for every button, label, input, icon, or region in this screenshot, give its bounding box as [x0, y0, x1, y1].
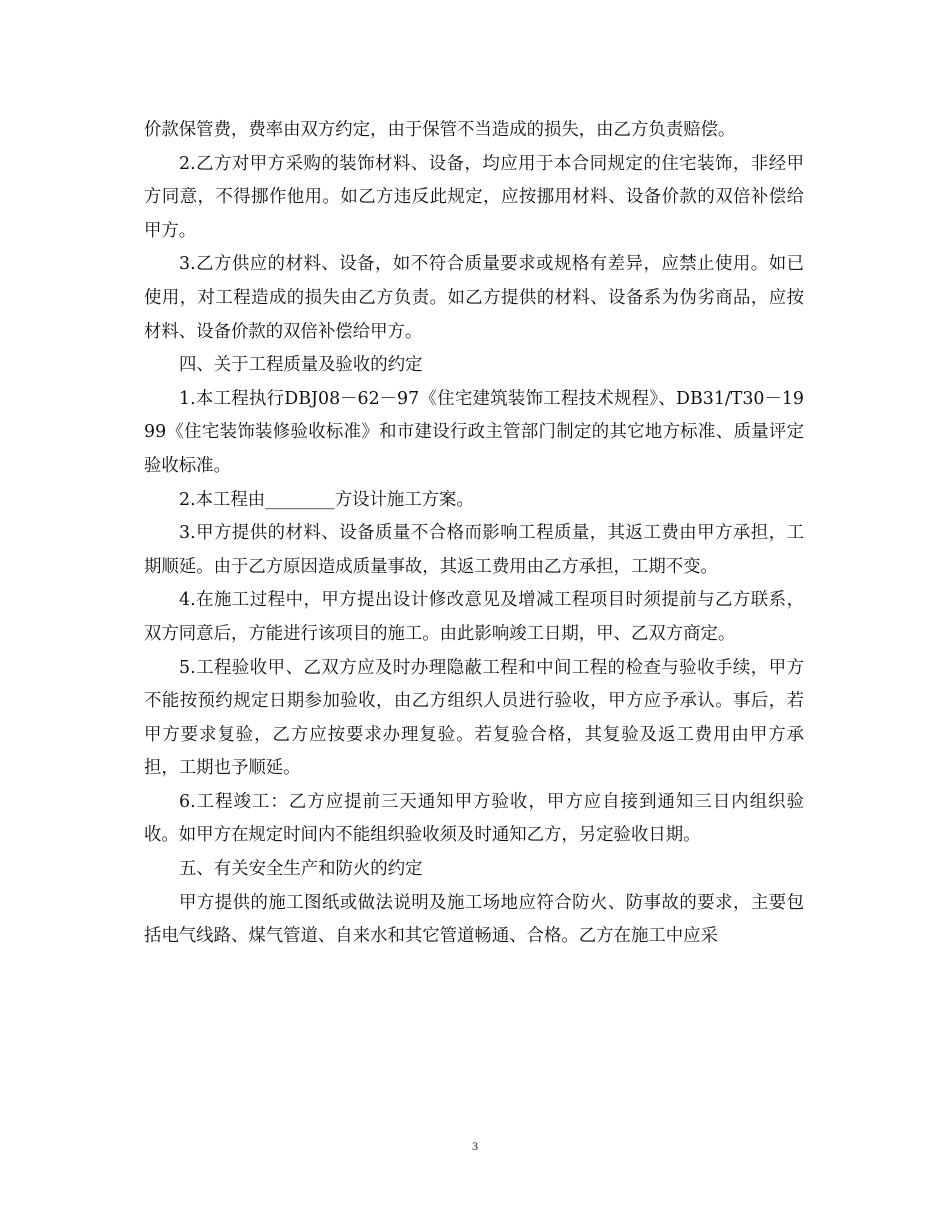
- paragraph-3: 3.乙方供应的材料、设备，如不符合质量要求或规格有差异，应禁止使用。如已使用，对工程造成的损失由乙方负责。如乙方提供的材料、设备系为伪劣商品，应按材料、设备价款的双倍补偿给甲方。: [144, 254, 804, 342]
- paragraph-5: 2.本工程由________方设计施工方案。: [179, 489, 474, 510]
- page-number: 3: [472, 1139, 478, 1153]
- paragraph-10: 甲方提供的施工图纸或做法说明及施工场地应符合防火、防事故的要求，主要包括电气线路、煤气管道、自来水和其它管道畅通、合格。乙方在施工中应采: [144, 892, 804, 947]
- paragraph-1: 价款保管费，费率由双方约定，由于保管不当造成的损失，由乙方负责赔偿。: [144, 120, 736, 140]
- document-body: [144, 114, 804, 954]
- section-heading-quality-acceptance: 四、关于工程质量及验收的约定: [179, 355, 423, 376]
- paragraph-4: 1.本工程执行DBJ08－62－97《住宅建筑装饰工程技术规程》、DB31/T30－1999《住宅装饰装修验收标准》和市建设行政主管部门制定的其它地方标准、质量评定验收标准。: [144, 388, 804, 476]
- paragraph-2: 2.乙方对甲方采购的装饰材料、设备，均应用于本合同规定的住宅装饰，非经甲方同意，不得挪作他用。如乙方违反此规定，应按挪用材料、设备价款的双倍补偿给甲方。: [144, 153, 804, 241]
- section-heading-safety-fire: 五、有关安全生产和防火的约定: [179, 859, 423, 880]
- paragraph-8: 5.工程验收甲、乙双方应及时办理隐蔽工程和中间工程的检查与验收手续，甲方不能按预约规定日期参加验收，由乙方组织人员进行验收，甲方应予承认。事后，若甲方要求复验，乙方应按要求办理复验。若复验合格，其复验及返工费用由甲方承担，工期也予顺延。: [144, 657, 804, 779]
- paragraph-9: 6.工程竣工：乙方应提前三天通知甲方验收，甲方应自接到通知三日内组织验收。如甲方在规定时间内不能组织验收须及时通知乙方，另定验收日期。: [144, 791, 804, 846]
- paragraph-6: 3.甲方提供的材料、设备质量不合格而影响工程质量，其返工费由甲方承担，工期顺延。由于乙方原因造成质量事故，其返工费用由乙方承担，工期不变。: [144, 523, 804, 577]
- paragraph-7: 4.在施工过程中，甲方提出设计修改意见及增减工程项目时须提前与乙方联系，双方同意后，方能进行该项目的施工。由此影响竣工日期，甲、乙双方商定。: [144, 590, 804, 644]
